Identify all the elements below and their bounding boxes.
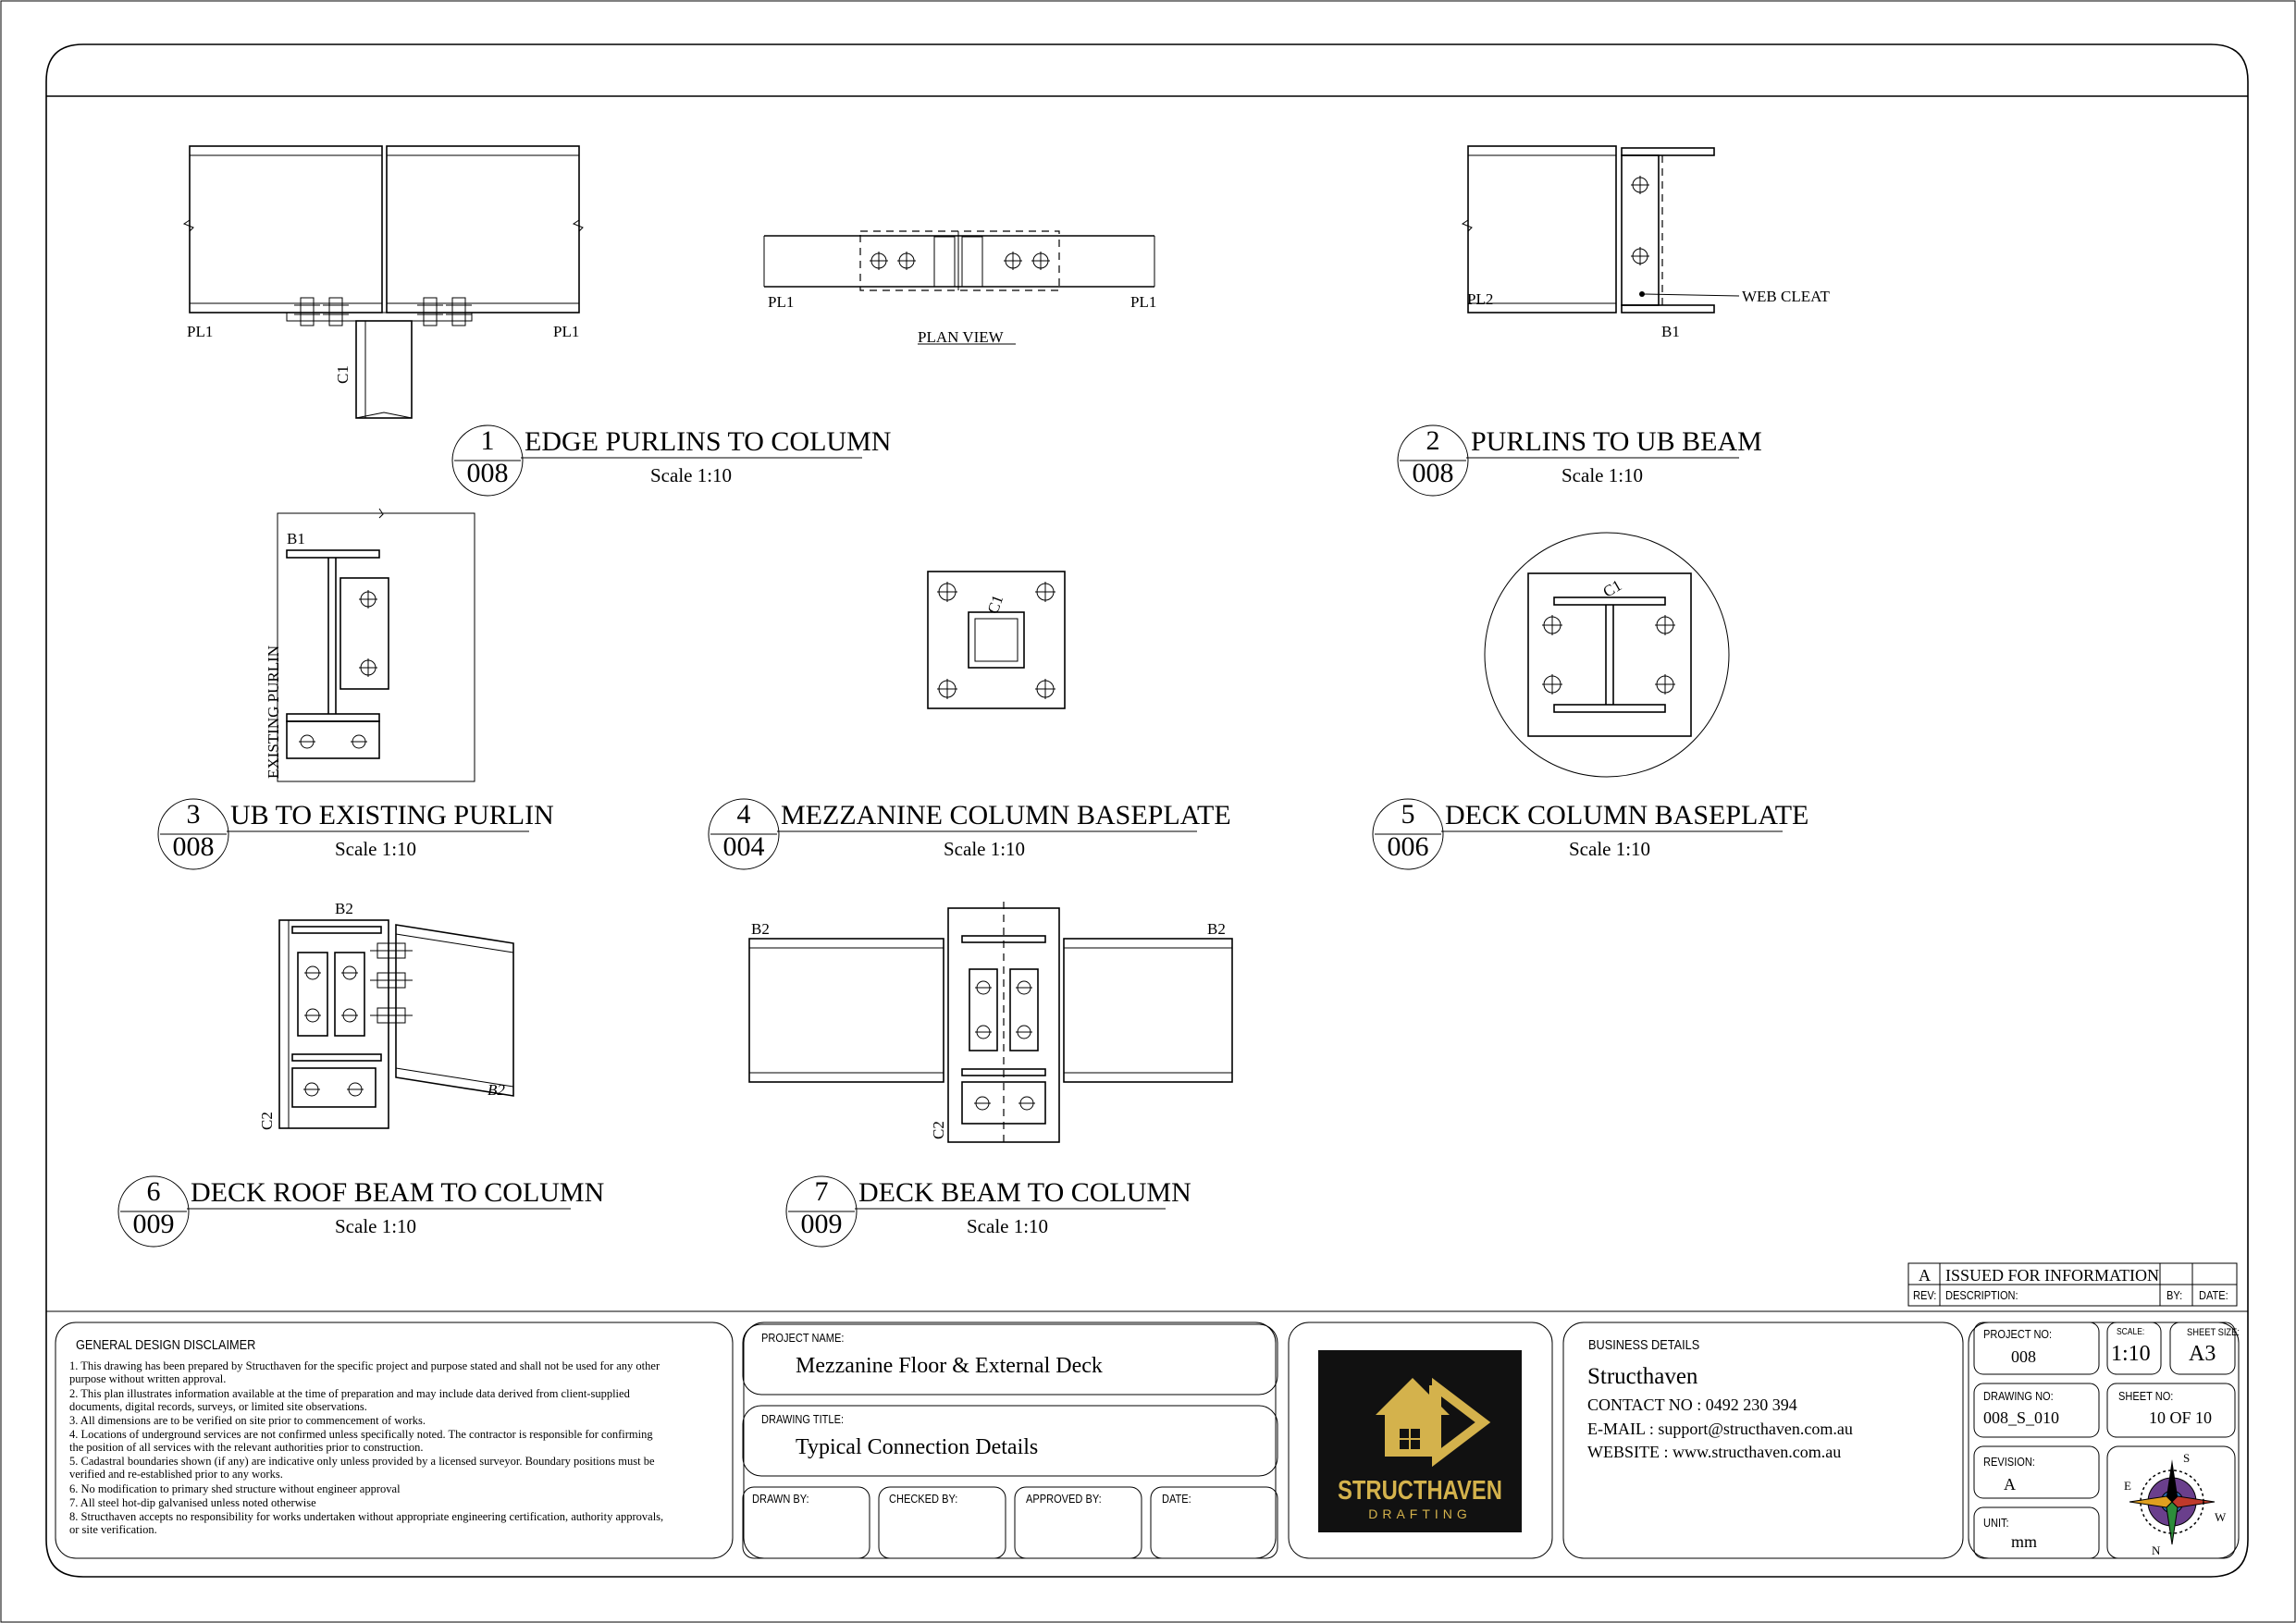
label-c1: C1: [334, 365, 352, 384]
project-no-value: 008: [2011, 1347, 2036, 1366]
scale-label: SCALE:: [2117, 1327, 2145, 1337]
business-name: Structhaven: [1587, 1364, 1698, 1389]
detail-number: 4: [736, 799, 751, 830]
disclaimer-heading: GENERAL DESIGN DISCLAIMER: [76, 1337, 256, 1353]
disclaimer-item-4b: the position of all services with the relevant authorities prior to construction.: [69, 1441, 424, 1454]
detail-3-drawing: [278, 509, 475, 781]
logo-word-structhaven: STRUCTHAVEN: [1338, 1476, 1502, 1506]
revision-header-by: BY:: [2166, 1288, 2183, 1302]
revision-description: ISSUED FOR INFORMATION: [1945, 1266, 2160, 1285]
detail-5-drawing: [1485, 533, 1729, 777]
sheet-size-value: A3: [2189, 1342, 2216, 1366]
business-details-label: BUSINESS DETAILS: [1588, 1337, 1700, 1353]
label-c2-detail6: C2: [258, 1112, 276, 1130]
date-label: DATE:: [1162, 1492, 1191, 1506]
business-website: WEBSITE : www.structhaven.com.au: [1587, 1443, 1842, 1461]
label-existing-purlin: EXISTING PURLIN: [265, 645, 282, 779]
revision-code: A: [1919, 1266, 1931, 1285]
detail-number: 6: [146, 1176, 161, 1207]
unit-value: mm: [2011, 1532, 2038, 1551]
detail-sheet-ref: 008: [1412, 458, 1454, 488]
disclaimer-item-1: 1. This drawing has been prepared by Structhaven for the specific project and purpose stated and shall not be used for any other: [69, 1359, 660, 1372]
detail-scale: Scale 1:10: [335, 1215, 417, 1237]
detail-sheet-ref: 006: [1387, 831, 1429, 862]
disclaimer-item-4: 4. Locations of underground services are not confirmed unless specifically noted. The contractor is responsible for confirming: [69, 1428, 653, 1441]
disclaimer-item-5: 5. Cadastral boundaries shown (if any) are indicative only unless provided by a licensed surveyor. Boundary positions must be: [69, 1455, 655, 1468]
disclaimer-item-8b: or site verification.: [69, 1523, 157, 1536]
detail-scale: Scale 1:10: [967, 1215, 1049, 1237]
label-pl1-right: PL1: [553, 323, 580, 340]
detail-1-drawing: [184, 146, 583, 418]
detail-title: UB TO EXISTING PURLIN: [230, 800, 554, 830]
detail-number: 1: [480, 425, 495, 456]
unit-label: UNIT:: [1983, 1516, 2009, 1530]
drawing-no-label: DRAWING NO:: [1983, 1389, 2054, 1403]
revision-header-description: DESCRIPTION:: [1945, 1288, 2018, 1302]
structhaven-logo: [1318, 1350, 1522, 1532]
detail-number: 2: [1426, 425, 1440, 456]
label-plan-view: PLAN VIEW: [918, 328, 1004, 346]
project-name: Mezzanine Floor & External Deck: [796, 1354, 1103, 1378]
business-email: E-MAIL : support@structhaven.com.au: [1587, 1420, 1853, 1438]
project-no-label: PROJECT NO:: [1983, 1327, 2053, 1341]
detail-scale: Scale 1:10: [650, 464, 733, 486]
drawn-by-label: DRAWN BY:: [752, 1492, 809, 1506]
plan-view-drawing: [764, 231, 1157, 344]
detail-scale: Scale 1:10: [1569, 838, 1651, 860]
detail-title: MEZZANINE COLUMN BASEPLATE: [781, 800, 1231, 830]
label-b2-detail6-top: B2: [335, 900, 353, 917]
sheet-no-label: SHEET NO:: [2118, 1389, 2174, 1403]
drawing-title: Typical Connection Details: [796, 1435, 1039, 1459]
label-b1: B1: [1661, 323, 1680, 340]
label-b2-detail7-left: B2: [751, 920, 770, 938]
checked-by-label: CHECKED BY:: [889, 1492, 958, 1506]
detail-sheet-ref: 009: [132, 1209, 175, 1239]
label-pl2: PL2: [1467, 290, 1494, 308]
detail-sheet-ref: 009: [800, 1209, 843, 1239]
drawing-no-value: 008_S_010: [1983, 1408, 2060, 1427]
revision-label: REVISION:: [1983, 1455, 2035, 1469]
label-pl1-left: PL1: [187, 323, 214, 340]
detail-scale: Scale 1:10: [335, 838, 417, 860]
revision-header-date: DATE:: [2199, 1288, 2228, 1302]
revision-value: A: [2004, 1475, 2016, 1494]
compass-s: S: [2183, 1451, 2191, 1465]
approved-by-label: APPROVED BY:: [1026, 1492, 1102, 1506]
label-c1-baseplate: C1: [983, 592, 1007, 617]
detail-title-bubbles: [118, 425, 1783, 1247]
revision-header-rev: REV:: [1913, 1288, 1937, 1302]
compass-e: E: [2124, 1479, 2131, 1493]
scale-value: 1:10: [2111, 1342, 2151, 1366]
disclaimer-item-2: 2. This plan illustrates information available at the time of preparation and may include data derived from client-supplied: [69, 1387, 630, 1400]
detail-4-drawing: [928, 572, 1065, 708]
label-web-cleat: WEB CLEAT: [1742, 288, 1830, 305]
detail-7-drawing: [749, 902, 1232, 1147]
disclaimer-item-5b: verified and re-established prior to any works.: [69, 1468, 283, 1481]
label-b2-detail7-right: B2: [1207, 920, 1226, 938]
label-plan-pl1-right: PL1: [1130, 293, 1157, 311]
disclaimer-item-6: 6. No modification to primary shed structure without engineer approval: [69, 1482, 401, 1495]
detail-title: PURLINS TO UB BEAM: [1471, 426, 1762, 457]
detail-number: 5: [1401, 799, 1415, 830]
label-c1-deck: C1: [1599, 576, 1625, 601]
compass-n: N: [2152, 1543, 2161, 1557]
logo-word-drafting: DRAFTING: [1368, 1506, 1472, 1521]
label-b1-detail3: B1: [287, 530, 305, 547]
compass-w: W: [2215, 1510, 2227, 1524]
business-contact: CONTACT NO : 0492 230 394: [1587, 1396, 1797, 1414]
detail-number: 3: [186, 799, 201, 830]
label-plan-pl1-left: PL1: [768, 293, 795, 311]
detail-title: DECK BEAM TO COLUMN: [858, 1177, 1191, 1208]
label-c2-detail7: C2: [930, 1121, 947, 1139]
sheet-no-value: 10 OF 10: [2149, 1408, 2213, 1427]
detail-title: EDGE PURLINS TO COLUMN: [525, 426, 892, 457]
detail-sheet-ref: 008: [466, 458, 509, 488]
detail-scale: Scale 1:10: [944, 838, 1026, 860]
disclaimer-item-2b: documents, digital records, surveys, or limited site observations.: [69, 1400, 367, 1413]
drawing-title-label: DRAWING TITLE:: [761, 1412, 845, 1426]
project-name-label: PROJECT NAME:: [761, 1331, 845, 1345]
disclaimer-item-8: 8. Structhaven accepts no responsibility for works undertaken without appropriate engineering certification, authority approvals,: [69, 1510, 664, 1523]
sheet-size-label: SHEET SIZE:: [2187, 1327, 2240, 1338]
detail-number: 7: [814, 1176, 829, 1207]
detail-6-drawing: [279, 920, 513, 1128]
detail-scale: Scale 1:10: [1562, 464, 1644, 486]
compass-rose-icon: [2129, 1459, 2215, 1544]
label-b2-detail6-side: B2: [488, 1081, 505, 1099]
detail-sheet-ref: 008: [172, 831, 215, 862]
detail-2-drawing: [1463, 146, 1739, 313]
disclaimer-item-1b: purpose without written approval.: [69, 1372, 227, 1385]
disclaimer-item-3: 3. All dimensions are to be verified on site prior to commencement of works.: [69, 1414, 426, 1427]
detail-title: DECK ROOF BEAM TO COLUMN: [191, 1177, 605, 1208]
disclaimer-item-7: 7. All steel hot-dip galvanised unless noted otherwise: [69, 1496, 316, 1509]
detail-title: DECK COLUMN BASEPLATE: [1445, 800, 1809, 830]
detail-sheet-ref: 004: [722, 831, 765, 862]
